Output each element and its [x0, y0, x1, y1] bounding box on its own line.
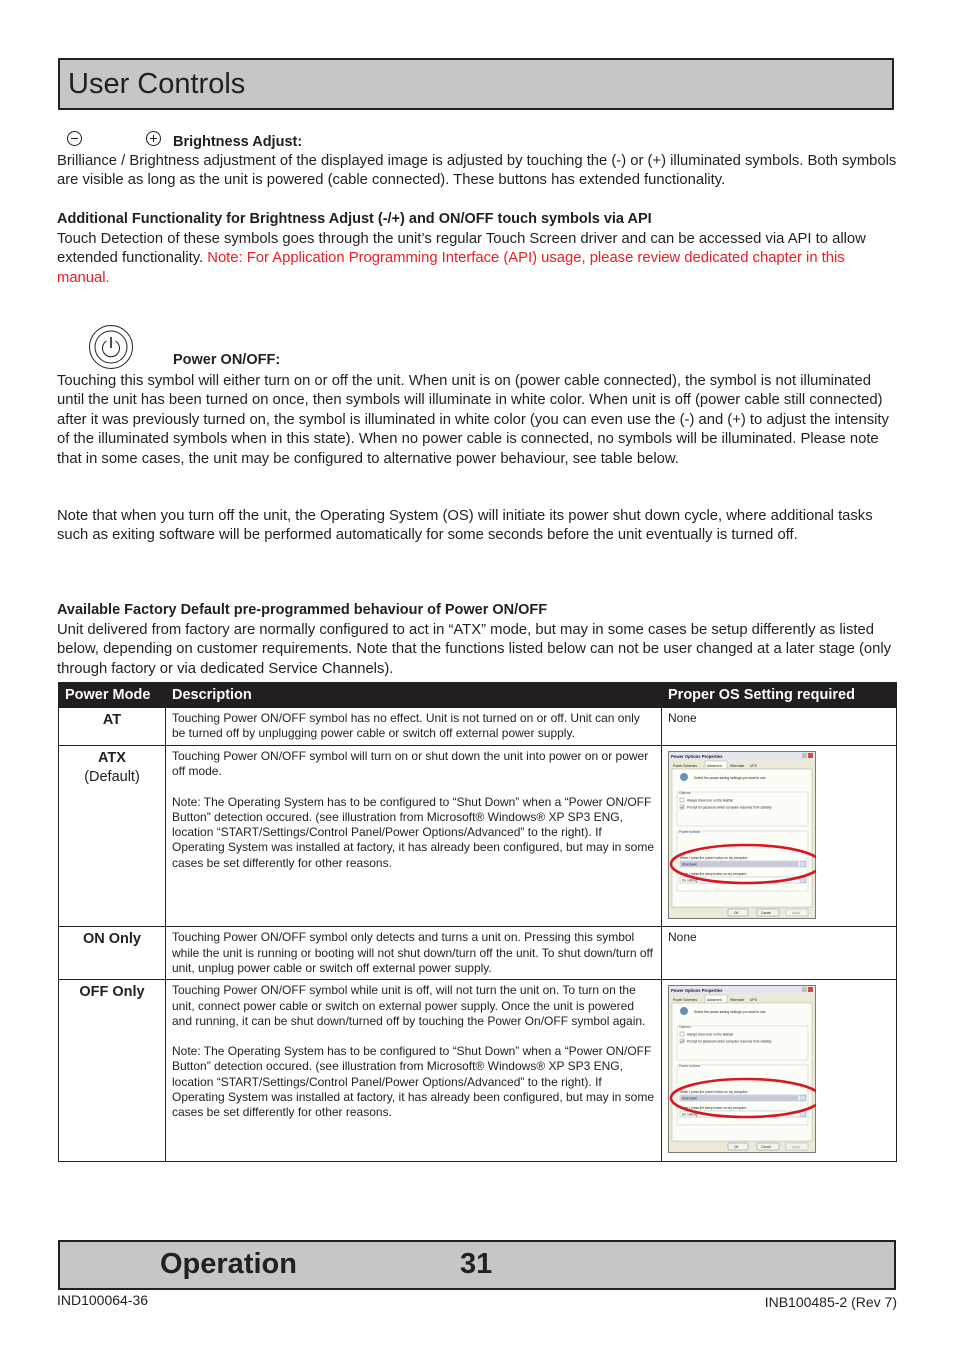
- dialog-buttons-label: Power buttons: [679, 830, 701, 834]
- os-setting-cell: [662, 746, 897, 927]
- dialog-question: When I press the sleep button on my computer:: [680, 872, 747, 876]
- power-options-screenshot: [668, 985, 816, 1153]
- mode-cell: [59, 927, 166, 980]
- dialog-question: When I press the power button on my computer:: [680, 856, 749, 860]
- dialog-option: Always show icon on the taskbar: [687, 798, 734, 803]
- mode-name: AT: [102, 712, 122, 728]
- dialog-options-label: Options: [679, 1025, 691, 1030]
- description-cell: [166, 980, 662, 1161]
- power-symbol-icon: [88, 324, 134, 370]
- description-text: Touching Power ON/OFF symbol has no effect. Unit is not turned on or off. Unit can only be turned off by unplugging power cable or switch off external power supply.: [172, 711, 640, 741]
- dialog-intro: Select the power-saving settings you want to use.: [694, 776, 767, 780]
- dialog-tab: Advanced: [707, 998, 722, 1003]
- mode-cell: [59, 980, 166, 1161]
- table-row: [59, 927, 897, 980]
- table-header-row: [59, 683, 897, 708]
- dialog-option: Prompt for password when computer resumes from standby: [687, 805, 772, 810]
- dialog-tab: UPS: [750, 764, 757, 768]
- os-setting-cell: [662, 980, 897, 1161]
- dialog-tab: Hibernate: [730, 764, 745, 768]
- api-body: Touch Detection of these symbols goes through the unit’s regular Touch Screen driver and can be accessed via API to allow extended functionality.: [57, 231, 866, 267]
- description-cell: [166, 708, 662, 746]
- dialog-intro: Select the power-saving settings you want to use.: [694, 1010, 767, 1015]
- api-heading: Additional Functionality for Brightness Adjust (-/+) and ON/OFF touch symbols via API: [57, 211, 652, 227]
- dialog-ok: OK: [734, 911, 739, 915]
- document-id-right: INB100485-2 (Rev 7): [764, 1294, 897, 1310]
- dialog-tab: Advanced: [707, 764, 722, 768]
- dialog-option: Always show icon on the taskbar: [687, 1032, 734, 1037]
- document-id-left: IND100064-36: [57, 1292, 149, 1308]
- dialog-cancel: Cancel: [761, 1145, 771, 1150]
- os-setting-cell: [662, 708, 897, 746]
- power-note: Note that when you turn off the unit, the Operating System (OS) will initiate its power shut down cycle, where additional tasks such as exiting software will be performed automatically for some seconds before the unit eventually is turned off.: [57, 508, 873, 544]
- description-text: Touching Power ON/OFF symbol while unit is off, will not turn the unit on. To turn on the unit, connect power cable or switch on external power supply. Once the unit is powered and running, it can be shut down/turned off by touching the Power On/OFF symbol again.: [172, 983, 646, 1028]
- dialog-answer: Shut down: [682, 1096, 698, 1101]
- dialog-answer: Do nothing: [682, 1112, 698, 1117]
- factory-text: Unit delivered from factory are normally configured to act in “ATX” mode, but may in some cases be setup differently as listed below, depending on customer requirements. Note that the functions listed below can not be user changed at a later stage (only through factory or via dedicated Service Channels).: [57, 622, 892, 677]
- power-heading: Power ON/OFF:: [173, 352, 281, 368]
- table-row: [59, 708, 897, 746]
- dialog-tab: Hibernate: [730, 998, 745, 1003]
- header-power-mode: Power Mode: [59, 683, 166, 708]
- mode-default-label: (Default): [84, 769, 140, 785]
- power-options-screenshot: [668, 751, 816, 919]
- mode-name: OFF Only: [79, 984, 145, 1001]
- dialog-apply: Apply: [792, 1145, 800, 1150]
- section-title: User Controls: [68, 68, 246, 100]
- mode-name: ATX: [98, 750, 126, 766]
- circled-plus-icon: [146, 131, 161, 146]
- table-row: [59, 980, 897, 1161]
- dialog-option: Prompt for password when computer resumes from standby: [687, 1039, 772, 1044]
- description-note: Note: The Operating System has to be configured to “Shut Down” when a “Power ON/OFF Button” detection occured. (see illustration from Microsoft® Windows® XP SP3 ENG, location “START/Settings/Control Panel/Power Options/Advanced” to the right). If Operating System was installed at factory, it has already been configured, but may in some cases be set differently for other reasons.: [172, 1044, 655, 1120]
- description-text: Touching Power ON/OFF symbol only detects and turns a unit on. Pressing this symbol while the unit is running or booting will not shut down/turn off the unit. To shut down/turn off unit, unplug power cable or switch off external power supply.: [172, 930, 653, 975]
- os-setting-text: None: [668, 930, 697, 945]
- dialog-title: Power Options Properties: [671, 754, 723, 759]
- header-os-setting: Proper OS Setting required: [662, 683, 897, 708]
- dialog-answer: Do nothing: [682, 878, 698, 883]
- header-description: Description: [166, 683, 662, 708]
- brightness-heading: Brightness Adjust:: [173, 134, 303, 150]
- description-note: Note: The Operating System has to be configured to “Shut Down” when a “Power ON/OFF Button” detection occured. (see illustration from Microsoft® Windows® XP SP3 ENG, location “START/Settings/Control Panel/Power Options/Advanced” to the right). If Operating System was installed at factory, it has already been configured, but may in some cases be set differently for other reasons.: [172, 794, 655, 870]
- dialog-title: Power Options Properties: [671, 988, 723, 994]
- circled-minus-icon: [67, 131, 82, 146]
- mode-cell: [59, 708, 166, 746]
- api-note: Note: For Application Programming Interface (API) usage, please review dedicated chapter in this manual.: [57, 250, 845, 286]
- factory-heading: Available Factory Default pre-programmed behaviour of Power ON/OFF: [57, 602, 548, 618]
- mode-cell: [59, 746, 166, 927]
- dialog-tab: UPS: [750, 998, 757, 1003]
- footer-bar: [58, 1240, 896, 1290]
- dialog-buttons-label: Power buttons: [679, 1064, 701, 1069]
- dialog-ok: OK: [734, 1145, 739, 1150]
- dialog-answer: Shut down: [682, 862, 698, 867]
- os-setting-cell: [662, 927, 897, 980]
- description-cell: [166, 927, 662, 980]
- page-number: 31: [460, 1248, 493, 1280]
- table-row: [59, 746, 897, 927]
- dialog-options-label: Options: [679, 791, 691, 795]
- power-mode-table: [58, 682, 897, 1162]
- os-setting-text: None: [668, 711, 697, 725]
- dialog-apply: Apply: [792, 911, 800, 915]
- dialog-question: When I press the power button on my computer:: [680, 1090, 749, 1095]
- dialog-tab: Power Schemes: [673, 764, 698, 768]
- dialog-question: When I press the sleep button on my computer:: [680, 1106, 747, 1111]
- section-header: [58, 58, 894, 110]
- description-cell: [166, 746, 662, 927]
- brightness-text: Brilliance / Brightness adjustment of the displayed image is adjusted by touching the (-) or (+) illuminated symbols. Both symbols are visible as long as the unit is powered (cable connected). These buttons has extended functionality.: [57, 153, 897, 189]
- dialog-cancel: Cancel: [761, 911, 771, 915]
- mode-name: ON Only: [82, 931, 141, 948]
- dialog-tab: Power Schemes: [673, 998, 698, 1003]
- footer-section: Operation: [160, 1248, 297, 1280]
- api-text: [57, 230, 897, 288]
- power-text: Touching this symbol will either turn on or off the unit. When unit is on (power cable connected), the symbol is not illuminated until the unit has been turned on once, then symbols will illuminate in white color. When unit is off (power cable still connected) after it was previously turned on, the symbol is illuminated in white color (you can even use the (-) and (+) to adjust the intensity of the illuminated symbols when in this state). When no power cable is connected, no symbols will be illuminated. Please note that in some cases, the unit may be configured to alternative power behaviour, see table below.: [57, 373, 889, 467]
- description-text: Touching Power ON/OFF symbol will turn on or shut down the unit into power on or power off mode.: [172, 749, 649, 779]
